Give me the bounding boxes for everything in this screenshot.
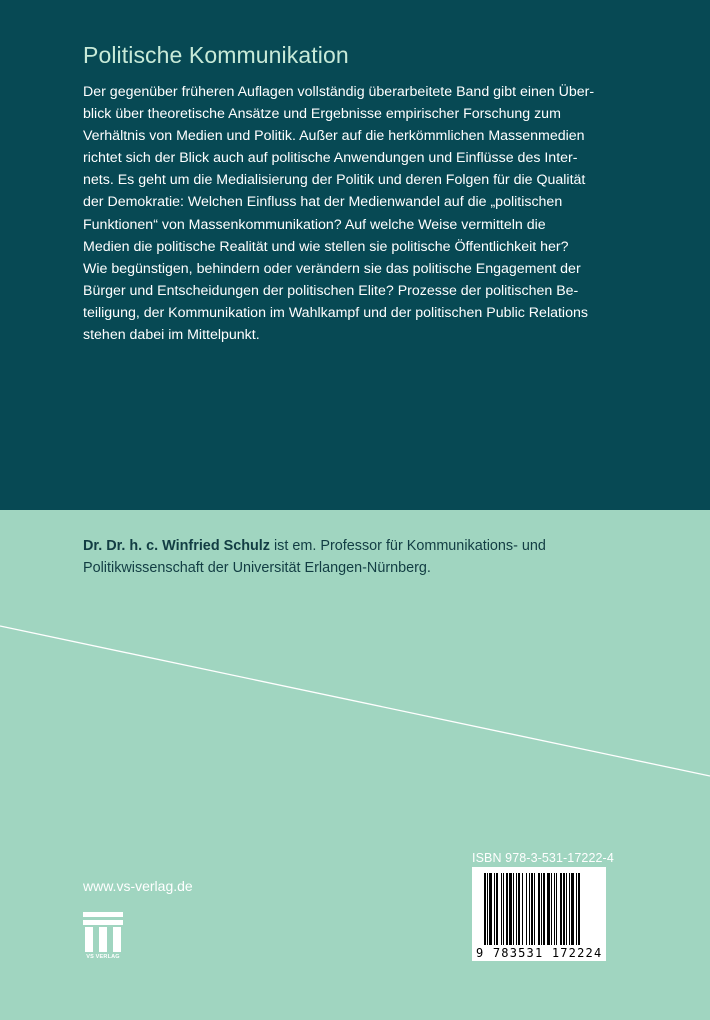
barcode-bar	[518, 873, 520, 945]
barcode-bar	[556, 873, 557, 945]
author-name: Dr. Dr. h. c. Winfried Schulz	[83, 538, 270, 554]
description-line: teiligung, der Kommunikation im Wahlkampf und der politischen Public Relations	[83, 304, 588, 321]
barcode-bar	[566, 873, 567, 945]
description-line: Bürger und Entscheidungen der politischen Elite? Prozesse der politischen Be-	[83, 282, 579, 299]
barcode-bar	[509, 873, 512, 945]
isbn-barcode	[472, 867, 606, 961]
barcode-bar	[576, 873, 577, 945]
publisher-url: www.vs-verlag.de	[83, 878, 193, 894]
isbn-number: ISBN 978-3-531-17222-4	[472, 851, 614, 865]
description-line: Der gegenüber früheren Auflagen vollständig überarbeitete Band gibt einen Über-	[83, 84, 595, 100]
barcode-bar	[563, 873, 565, 945]
barcode-bar	[531, 873, 533, 945]
diagonal-divider-line	[0, 610, 710, 790]
description-line: richtet sich der Blick auch auf politische Anwendungen und Einflüsse des Inter-	[83, 150, 578, 167]
barcode-bar	[522, 873, 523, 945]
description-line: Medien die politische Realität und wie stellen sie politische Öffentlichkeit her?	[83, 238, 569, 255]
barcode-bar	[501, 873, 502, 945]
barcode-bar	[489, 873, 492, 945]
author-bio-line	[83, 535, 643, 557]
barcode-bar	[534, 873, 535, 945]
author-bio	[83, 535, 643, 579]
barcode-bar	[529, 873, 530, 945]
barcode-bar	[516, 873, 517, 945]
barcode-bar	[543, 873, 545, 945]
barcode-bar	[547, 873, 550, 945]
barcode-bar	[513, 873, 514, 945]
barcode-bar	[484, 873, 486, 945]
description-line: blick über theoretische Ansätze und Ergebnisse empirischer Forschung zum	[83, 106, 561, 123]
barcode-bar	[541, 873, 542, 945]
description-line: Wie begünstigen, behindern oder verändern sie das politische Engagement der	[83, 260, 581, 277]
publisher-logo-text: VS VERLAG	[86, 954, 120, 960]
author-bio-text: ist em. Professor für Kommunikations- und	[269, 538, 546, 554]
description-line: Verhältnis von Medien und Politik. Außer auf die herkömmlichen Massenmedien	[83, 128, 585, 145]
barcode-bar	[487, 873, 488, 945]
barcode-bar	[560, 873, 562, 945]
barcode-bar	[578, 873, 580, 945]
description-line: der Demokratie: Welchen Einfluss hat der Medienwandel auf die „politischen	[83, 194, 563, 211]
author-bio-line: Politikwissenschaft der Universität Erlangen-Nürnberg.	[83, 560, 431, 576]
barcode-bar	[569, 873, 570, 945]
barcode-digits: 9 783531 172224	[476, 946, 603, 960]
barcode-bar	[496, 873, 498, 945]
barcode-bar	[551, 873, 552, 945]
description-line: Funktionen“ von Massenkommunikation? Auf welche Weise vermitteln die	[83, 216, 546, 233]
barcode-bar	[538, 873, 540, 945]
description-line: stehen dabei im Mittelpunkt.	[83, 327, 260, 344]
description-line: nets. Es geht um die Medialisierung der Politik und deren Folgen für die Qualität	[83, 172, 586, 189]
barcode-bar	[554, 873, 555, 945]
barcode-bar	[503, 873, 504, 945]
barcode-bar	[494, 873, 495, 945]
barcode-bar	[571, 873, 574, 945]
book-description	[83, 81, 628, 346]
book-title: Politische Kommunikation	[83, 42, 349, 68]
barcode-bar	[526, 873, 527, 945]
barcode-bar	[506, 873, 508, 945]
